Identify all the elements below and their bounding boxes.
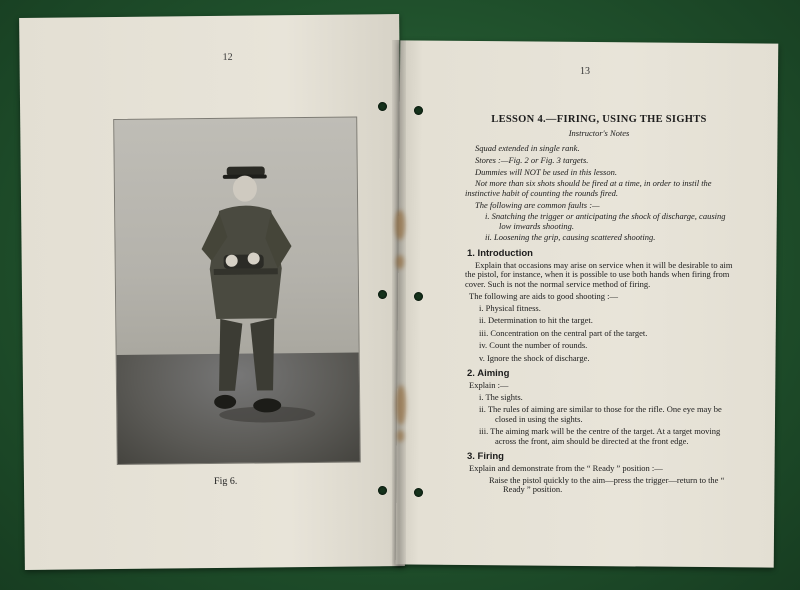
aiming-item: ii. The rules of aiming are similar to those for the rifle. One eye may be closed in using the sights. (479, 404, 722, 424)
staple-hole (378, 486, 387, 495)
staple-hole (414, 292, 423, 301)
left-page (19, 14, 405, 570)
aids-intro: The following are aids to good shooting :— (469, 291, 618, 301)
introduction-paragraph: Explain that occasions may arise on service when it will be desirable to aim the pistol, for instance, when it is possible to use both hands when firing from cover. Such is not the normal service method of firing. (465, 259, 733, 289)
figure-caption: Fig 6. (213, 475, 238, 487)
staple-hole (414, 488, 423, 497)
rust-stain (396, 255, 404, 269)
page-number-left: 12 (222, 51, 233, 63)
faults-intro: The following are common faults :— (475, 200, 600, 210)
aiming-explain: Explain :— (469, 380, 509, 390)
note-paragraph: Not more than six shots should be fired at a time, in order to instil the instinctive habit of counting the rounds fired. (465, 178, 712, 198)
section-heading-aiming: 2. Aiming (467, 368, 510, 379)
note-line: Dummies will NOT be used in this lesson. (475, 167, 617, 177)
aid-item: ii. Determination to hit the target. (479, 315, 593, 325)
fault-item: ii. Loosening the grip, causing scattered shooting. (485, 232, 656, 242)
firing-line: Explain and demonstrate from the “ Ready ” position :— (469, 463, 663, 473)
spine-shadow (392, 40, 406, 568)
instructor-notes-heading: Instructor's Notes (568, 128, 630, 138)
rust-stain (397, 430, 404, 442)
fault-item: i. Snatching the trigger or anticipating the shock of discharge, causing low inwards shooting. (485, 211, 726, 231)
rust-stain (395, 210, 405, 240)
lesson-content (465, 114, 733, 497)
staple-hole (414, 106, 423, 115)
aiming-item: iii. The aiming mark will be the centre of the target. At a target moving across the front, aim should be directed at the front edge. (479, 426, 721, 446)
staple-hole (378, 102, 387, 111)
section-heading-introduction: 1. Introduction (467, 247, 533, 259)
soldier-photograph (113, 116, 361, 465)
aid-item: iii. Concentration on the central part of the target. (479, 327, 648, 338)
staple-hole (378, 290, 387, 299)
aid-item: i. Physical fitness. (479, 302, 541, 313)
note-line: Stores :—Fig. 2 or Fig. 3 targets. (475, 155, 589, 165)
aid-item: v. Ignore the shock of discharge. (479, 352, 590, 363)
firing-line: Raise the pistol quickly to the aim—press the trigger—return to the “ Ready ” position. (489, 474, 725, 494)
section-heading-firing: 3. Firing (467, 451, 504, 462)
aiming-item: i. The sights. (479, 391, 523, 402)
page-number-right: 13 (580, 66, 590, 77)
aid-item: iv. Count the number of rounds. (479, 340, 588, 350)
lesson-title: LESSON 4.—FIRING, USING THE SIGHTS (491, 114, 707, 125)
note-line: Squad extended in single rank. (475, 143, 580, 153)
rust-stain (396, 385, 406, 425)
soldier-figure-icon (114, 117, 360, 464)
